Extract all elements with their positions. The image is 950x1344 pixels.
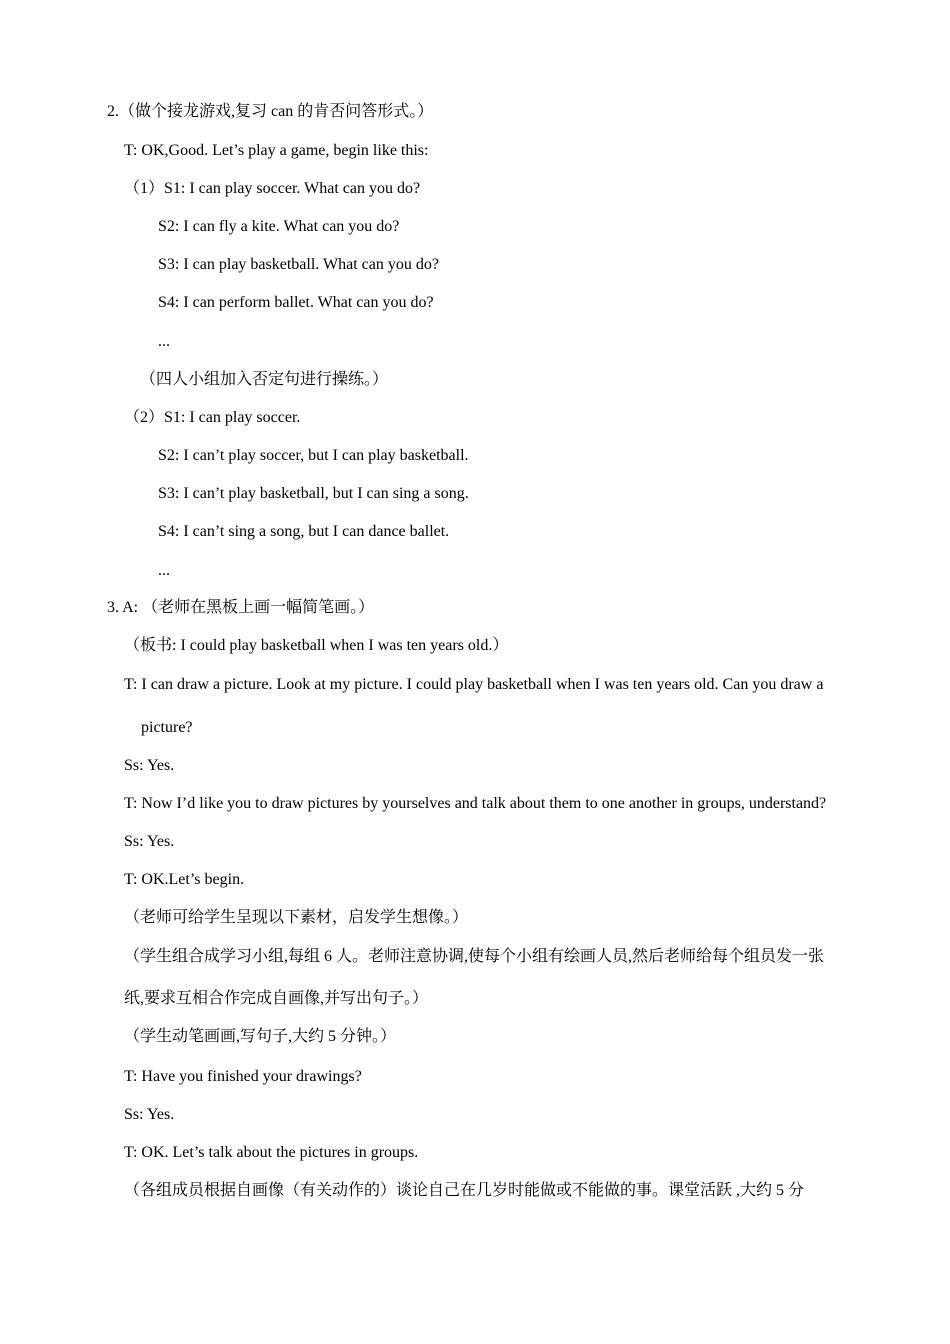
teacher-line-3: T: OK.Let’s begin.	[124, 871, 245, 888]
part2-s1: （2）S1: I can play soccer.	[124, 409, 301, 426]
section2-heading: 2.（做个接龙游戏,复习 can 的肯否问答形式。）	[107, 103, 434, 120]
note-2a: （学生组合成学习小组,每组 6 人。老师注意协调,使每个小组有绘画人员,然后老师给每个组员发一张	[124, 948, 825, 965]
note-3: （学生动笔画画,写句子,大约 5 分钟。）	[124, 1028, 397, 1045]
part1-s2: S2: I can fly a kite. What can you do?	[158, 218, 400, 235]
part1-s1: （1）S1: I can play soccer. What can you do?	[124, 180, 421, 197]
board-note: （板书: I could play basketball when I was ten years old.）	[124, 637, 509, 654]
teacher-line-4: T: Have you finished your drawings?	[124, 1068, 362, 1085]
part2-s3: S3: I can’t play basketball, but I can sing a song.	[158, 485, 469, 502]
students-reply-1: Ss: Yes.	[124, 757, 175, 774]
part1-s4: S4: I can perform ballet. What can you do?	[158, 294, 434, 311]
part2-s2: S2: I can’t play soccer, but I can play basketball.	[158, 447, 469, 464]
part2-ellipsis: ...	[158, 562, 170, 579]
note-4: （各组成员根据自画像（有关动作的）谈论自己在几岁时能做或不能做的事。课堂活跃 ,大约 5 分	[124, 1182, 805, 1199]
group-note: （四人小组加入否定句进行操练。）	[140, 371, 389, 388]
part1-s3: S3: I can play basketball. What can you do?	[158, 256, 439, 273]
teacher-line-1b: picture?	[141, 719, 193, 736]
teacher-line-2: T: Now I’d like you to draw pictures by yourselves and talk about them to one another in groups, understand?	[124, 795, 827, 812]
teacher-line-1a: T: I can draw a picture. Look at my picture. I could play basketball when I was ten years old. Can you draw a	[124, 676, 824, 693]
students-reply-3: Ss: Yes.	[124, 1106, 175, 1123]
students-reply-2: Ss: Yes.	[124, 833, 175, 850]
teacher-intro: T: OK,Good. Let’s play a game, begin like this:	[124, 142, 429, 159]
note-2b: 纸,要求互相合作完成自画像,并写出句子。）	[124, 990, 429, 1007]
part2-s4: S4: I can’t sing a song, but I can dance ballet.	[158, 523, 450, 540]
note-1: （老师可给学生呈现以下素材，启发学生想像。）	[124, 909, 469, 926]
teacher-line-5: T: OK. Let’s talk about the pictures in groups.	[124, 1144, 419, 1161]
section3-heading: 3. A: （老师在黑板上画一幅简笔画。）	[107, 599, 375, 616]
part1-ellipsis: ...	[158, 333, 170, 350]
